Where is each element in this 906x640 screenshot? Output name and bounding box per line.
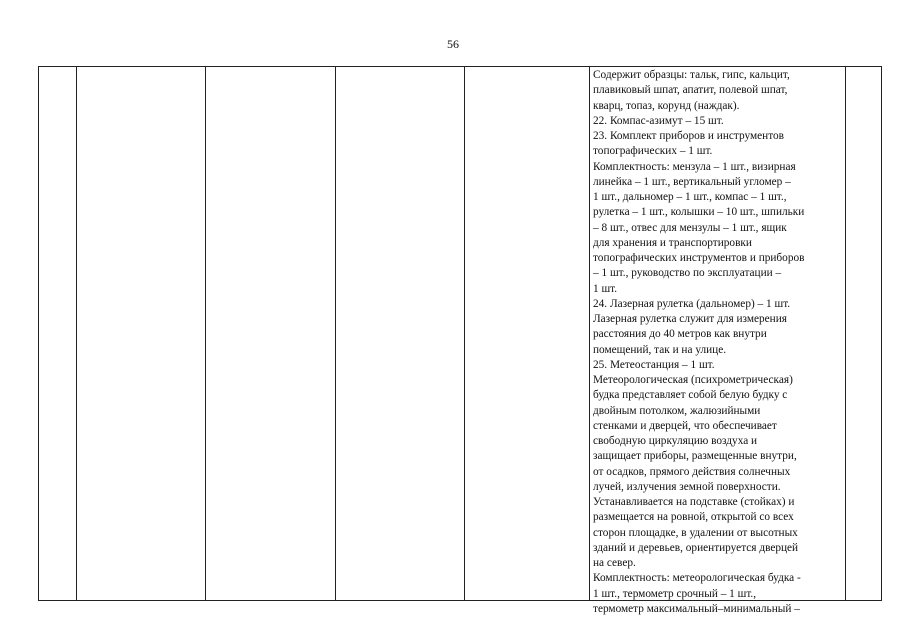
description-line: стенками и дверцей, что обеспечивает [593,419,777,432]
description-line: будка представляет собой белую будку с [593,389,788,402]
description-line: сторон площадке, в удалении от высотных [593,526,798,539]
column-divider-6 [845,67,846,600]
description-line: кварц, топаз, корунд (наждак). [593,99,740,112]
column-divider-5 [589,67,590,600]
description-line: Комплектность: метеорологическая будка - [593,572,801,585]
description-line: размещается на ровной, открытой со всех [593,511,794,524]
description-line: рулетка – 1 шт., колышки – 10 шт., шпильки [593,206,805,219]
description-line: топографических – 1 шт. [593,145,713,158]
description-line: – 1 шт., руководство по эксплуатации – [593,267,782,280]
description-line: лучей, излучения земной поверхности. [593,480,781,493]
equipment-description-cell [593,68,845,617]
column-divider-4 [464,67,465,600]
description-line: 22. Компас-азимут – 15 шт. [593,114,724,127]
description-line: зданий и деревьев, ориентируется дверцей [593,541,799,554]
description-line: 25. Метеостанция – 1 шт. [593,358,715,371]
description-line: 24. Лазерная рулетка (дальномер) – 1 шт. [593,297,791,310]
description-line: Комплектность: мензула – 1 шт., визирная [593,160,796,173]
description-line: 23. Комплект приборов и инструментов [593,130,784,142]
column-divider-2 [205,67,206,600]
column-divider-1 [76,67,77,600]
column-divider-3 [335,67,336,600]
description-line: 1 шт., термометр срочный – 1 шт., [593,587,757,600]
description-line: для хранения и транспортировки [593,236,752,249]
description-line: термометр максимальный–минимальный – [593,602,800,615]
description-line: Лазерная рулетка служит для измерения [593,313,787,325]
description-line: защищает приборы, размещенные внутри, [593,450,797,463]
description-line: на север. [593,557,636,569]
description-line: плавиковый шпат, апатит, полевой шпат, [593,84,788,97]
description-line: линейка – 1 шт., вертикальный угломер – [593,175,791,188]
description-line: Метеорологическая (психрометрическая) [593,374,793,386]
page-number: 56 [447,37,459,51]
description-line: помещений, так и на улице. [593,343,727,356]
description-line: расстояния до 40 метров как внутри [593,328,767,341]
description-line: топографических инструментов и приборов [593,252,805,264]
description-line: от осадков, прямого действия солнечных [593,465,791,478]
description-line: – 8 шт., отвес для мензулы – 1 шт., ящик [593,221,787,234]
description-line: 1 шт., дальномер – 1 шт., компас – 1 шт., [593,191,787,203]
description-line: свободную циркуляцию воздуха и [593,435,758,447]
description-line: 1 шт. [593,282,618,295]
description-line: Содержит образцы: тальк, гипс, кальцит, [593,69,790,81]
description-line: двойным потолком, жалюзийными [593,404,761,417]
description-line: Устанавливается на подставке (стойках) и [593,496,795,508]
